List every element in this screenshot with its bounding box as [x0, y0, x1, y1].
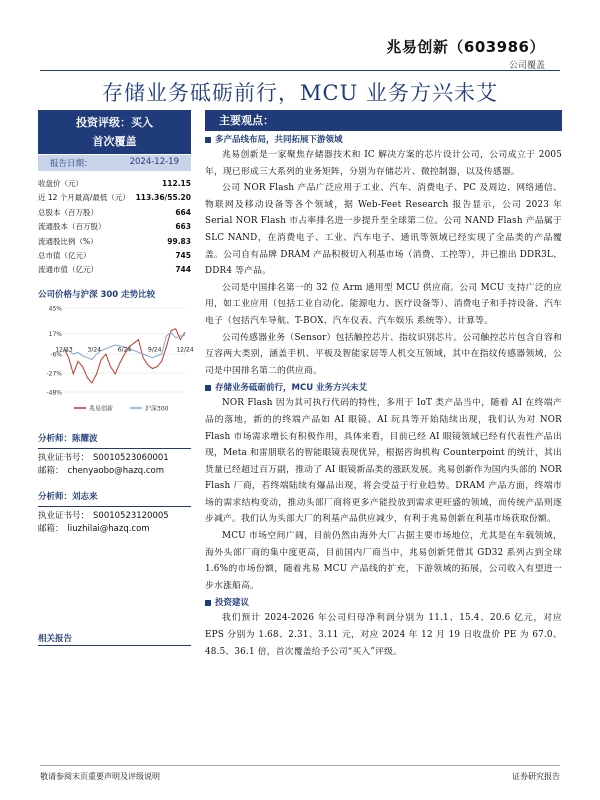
metric-value: 664: [175, 207, 191, 217]
related-reports-heading: 相关报告: [38, 634, 73, 644]
cert-number: S0010523120005: [93, 510, 169, 521]
metric-row: [38, 220, 191, 234]
metric-value: 663: [175, 222, 191, 232]
analyst-rule: [38, 506, 191, 507]
analyst-cert-row: [38, 452, 191, 465]
sections: [205, 133, 562, 660]
cert-label: 执业证书号：: [38, 452, 90, 463]
analyst-name: 分析师：陈耀波: [38, 433, 98, 444]
x-tick-label: 6/24: [117, 346, 132, 354]
related-reports-rule: [38, 645, 191, 646]
main-points: [205, 110, 562, 660]
metrics-table: [38, 177, 191, 278]
paragraph: 公司传感器业务（Sensor）包括触控芯片、指纹识别芯片。公司触控芯片包含自容和互容两大类别，涵盖手机、平板及智能家居等人机交互领域，其中在指纹传感器领域，公司是中国排名第二的供应商。: [205, 332, 562, 376]
footer-label: 证券研究报告: [512, 772, 560, 781]
metric-label: 流通股本（百万股）: [38, 222, 106, 232]
report-date-row: [38, 155, 191, 171]
rating-box: [38, 110, 191, 154]
paragraph: 兆易创新是一家聚焦存储器技术和 IC 解决方案的芯片设计公司，公司成立于 2005 年，现已形成三大系列的业务矩阵，分别为存储芯片、微控制器，以及传感器。: [205, 150, 562, 177]
footer-disclaimer: 敬请参阅末页重要声明及评级说明: [40, 772, 160, 781]
metric-value: 113.36/55.20: [135, 193, 191, 203]
analyst-name: 分析师：刘志来: [38, 491, 98, 502]
analyst-cert-row: [38, 510, 191, 523]
legend-label: 沪深300: [145, 405, 169, 413]
metric-label: 总股本（百万股）: [38, 207, 98, 217]
page-title: 存储业务砥砺前行，MCU 业务方兴未艾: [102, 81, 498, 105]
metric-label: 流通市值（亿元）: [38, 265, 98, 275]
metric-label: 近 12 个月最高/最低（元）: [38, 193, 130, 203]
section-title-text: 投资建议: [215, 598, 250, 609]
paragraph: 公司是中国排名第一的 32 位 Arm 通用型 MCU 供应商。公司 MCU 支持广泛的应用，如工业应用（包括工业自动化、能源电力、医疗设备等）、消费电子和手持设备、汽车电子（包括汽车导航、T-BOX、汽车仪表、汽车娱乐 系统等）、计算等。: [205, 282, 562, 326]
report-date-value: 2024-12-19: [129, 157, 179, 167]
y-tick-label: -27%: [46, 370, 62, 378]
report-type: 公司覆盖: [508, 61, 545, 71]
x-tick-label: 9/24: [148, 346, 162, 354]
main-points-header: 主要观点：: [205, 110, 562, 131]
analyst-email-row: [38, 465, 191, 478]
metric-row: [38, 235, 191, 249]
email-label: 邮箱：: [38, 465, 64, 476]
metric-row: [38, 263, 191, 277]
cert-label: 执业证书号：: [38, 510, 90, 521]
section-title-text: 存储业务砥砺前行，MCU 业务方兴未艾: [215, 383, 368, 394]
header-rule: [40, 70, 560, 71]
bullet-icon: [205, 600, 211, 606]
metric-value: 745: [175, 250, 191, 260]
coverage-label: 首次覆盖: [92, 135, 137, 148]
metric-value: 744: [175, 265, 191, 275]
y-tick-label: 45%: [48, 305, 62, 313]
paragraph: 公司 NOR Flash 产品广泛应用于工业、汽车、消费电子、PC 及周边、网络通信、物联网及移动设备等各个领域，据 Web-Feet Research 报告显示，公司 2023 年 Serial NOR Flash 市占率排名进一步提升至全球第二位。公司 NAND Flash 产品属于 SLC NAND，在消费电子、工业、汽车电子、通讯等领域已经实现了全品类的产品覆盖。公司自有品牌 DRAM 产品积极切入利基市场（消费、工控等），并已推出 DDR3L、DDR4 等产品。: [205, 183, 562, 277]
email-address: liuzhilai@hazq.com: [67, 523, 150, 534]
paragraph: NOR Flash 因为其可执行代码的特性，多用于 IoT 类产品当中，随着 AI 在终端产品的落地，新的的终端产品如 AI 眼镜、AI 玩具等开始陆续出现，我们认为对 NOR Flash 市场需求增长有积极作用，具体来看，目前已经 AI 眼镜领域已经有代表性产品出现，Meta 和雷朋联名的智能眼镜表现优异，根据咨询机构 Counterpoint 的统计，其出货量已经超过百万副，推动了 AI 眼镜新品类的涨跃发展。兆易创新作为国内头部的 NOR Flash 厂商，若终端陆续有爆品出现，将会受益于行业趋势。DRAM 产品方面，终端市场的需求结构变动，推动头部厂商将更多产能投放到需求更旺盛的领域，而传统产品则逐步减产。我们认为头部大厂的利基产品供应减少，有利于兆易创新在利基市场获取份额。: [205, 398, 562, 525]
metric-label: 收盘价（元）: [38, 179, 83, 188]
email-label: 邮箱：: [38, 523, 64, 534]
metric-row: [38, 177, 191, 191]
price-chart: [38, 304, 194, 420]
x-tick-label: 12/24: [176, 346, 194, 354]
x-tick-label: 3/24: [87, 346, 101, 354]
x-tick-label: 12/23: [55, 346, 73, 354]
paragraph: MCU 市场空间广阔，目前仍然由海外大厂占据主要市场地位，尤其是在车载领域，海外头部厂商的集中度更高，目前国内厂商当中，兆易创新凭借其 GD32 系列占到全球 1.6%的市场份额，随着兆易 MCU 产品线的扩充，下游领域的拓展，公司收入有望进一步水涨船高。: [205, 531, 562, 591]
report-date-label: 报告日期：: [50, 159, 93, 169]
metric-value: 112.15: [162, 179, 191, 188]
y-tick-label: 17%: [48, 330, 62, 338]
analyst-email-row: [38, 523, 191, 536]
footer-rule: [40, 765, 560, 766]
metric-row: [38, 249, 191, 263]
y-tick-label: -6%: [50, 351, 62, 359]
analyst-list: [38, 432, 191, 536]
bullet-icon: [205, 385, 211, 391]
metric-label: 流通股比例（%）: [38, 236, 98, 246]
section-title-text: 多产品线布局，共同拓展下游领域: [215, 135, 343, 145]
section-title: [205, 596, 562, 610]
metric-row: [38, 191, 191, 205]
email-address: chenyaobo@hazq.com: [67, 465, 165, 476]
company-code: 兆易创新（603986）: [386, 38, 545, 56]
metric-label: 总市值（亿元）: [38, 250, 91, 260]
rating-label: 投资评级：买入: [76, 116, 153, 129]
analyst-rule: [38, 448, 191, 449]
cert-number: S0010523060001: [93, 452, 169, 463]
legend-label: 兆易创新: [89, 405, 114, 413]
bullet-icon: [205, 137, 211, 143]
left-sidebar: [38, 110, 194, 536]
y-tick-label: -48%: [46, 389, 62, 397]
metric-row: [38, 206, 191, 220]
section-title: [205, 381, 562, 395]
metric-value: 99.83: [167, 236, 191, 246]
section-title: [205, 133, 562, 147]
paragraph: 我们预计 2024-2026 年公司归母净利润分别为 11.1、15.4、20.6 亿元，对应 EPS 分别为 1.68、2.31、3.11 元，对应 2024 年 12 月 19 日收盘价 PE 为 67.0、48.5、36.1 倍，首次覆盖给予公司“买入”评级。: [205, 613, 562, 657]
chart-title: 公司价格与沪深 300 走势比较: [38, 289, 156, 300]
price-chart-svg: [38, 304, 194, 420]
